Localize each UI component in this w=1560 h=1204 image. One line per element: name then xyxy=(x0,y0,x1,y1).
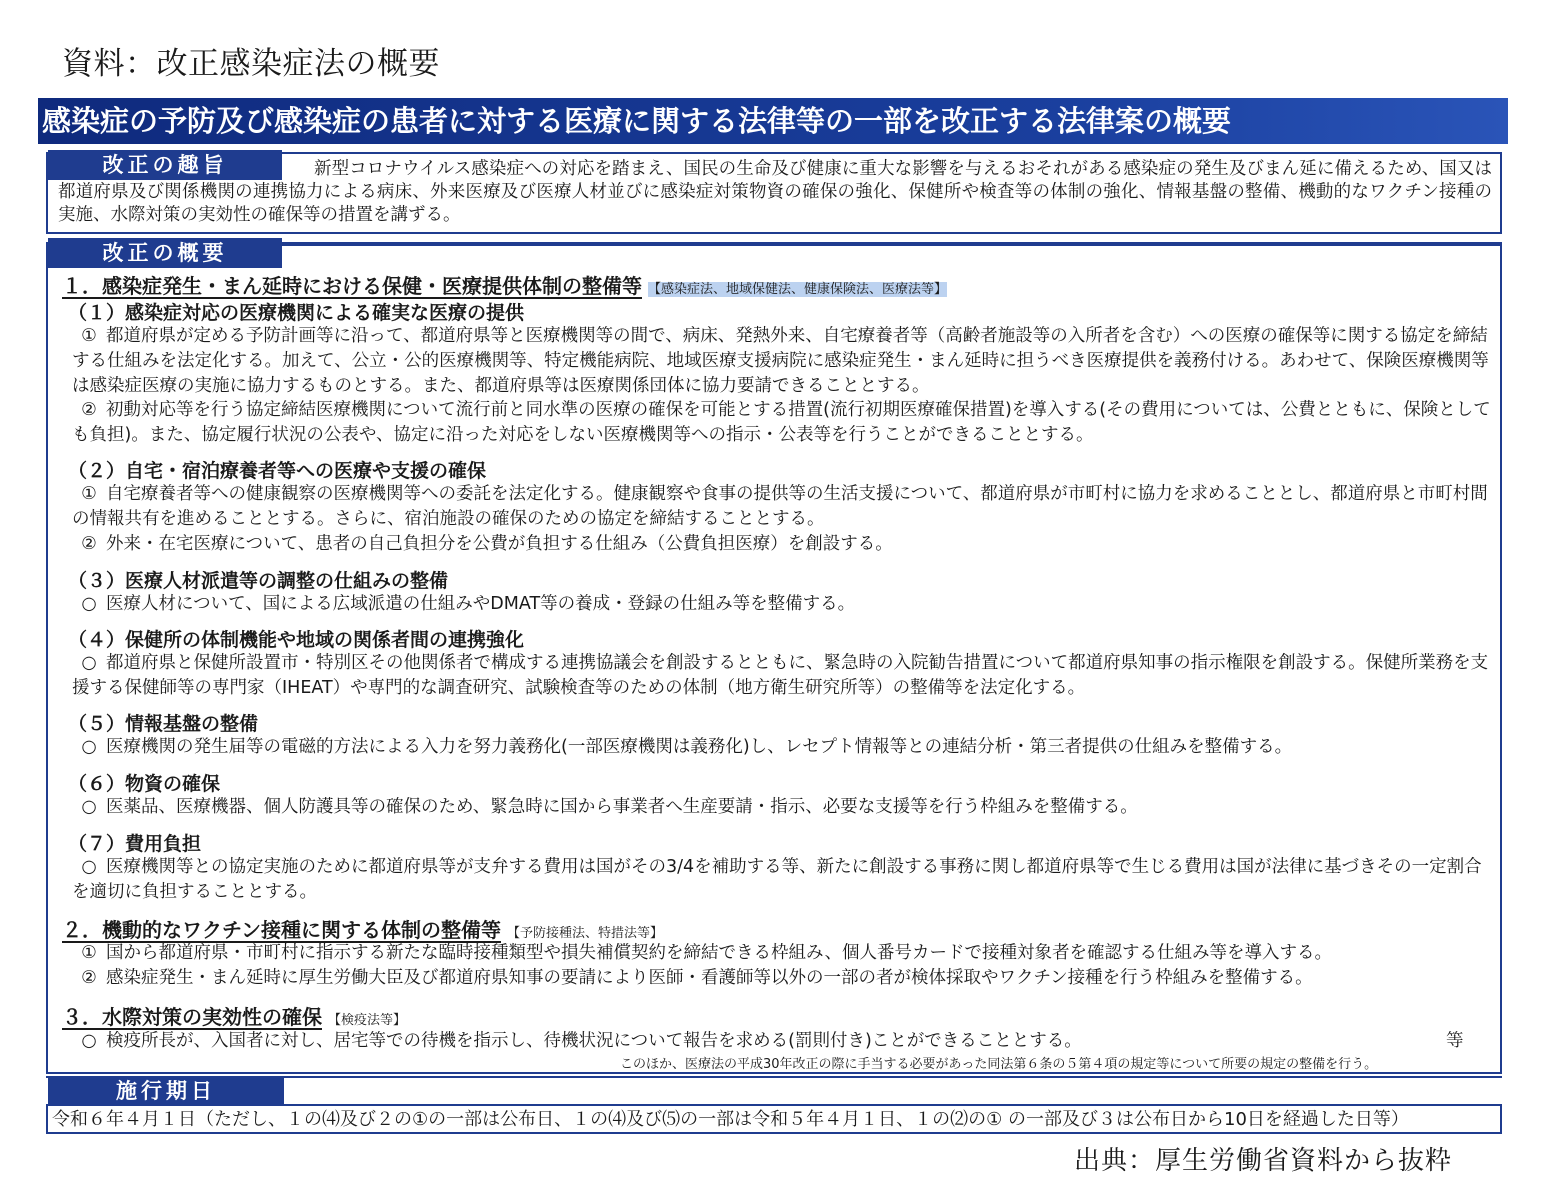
overview-tag-line xyxy=(282,244,1502,246)
item-text: 検疫所長が、入国者に対し、居宅等での待機を指示し、待機状況について報告を求める(罰則付き)ことができることとする。 xyxy=(106,1031,1082,1051)
item-marker: ○ xyxy=(81,1031,97,1051)
purpose-text: 新型コロナウイルス感染症への対応を踏まえ、国民の生命及び健康に重大な影響を与えるおそれがある感染症の発生及びまん延に備えるため、国又は都道府県及び関係機関の連携協力による病床、外来医療及び医療人材並びに感染症対策物資の確保の強化、保健所や検査等の体制の強化、情報基盤の整備、機動的なワクチン接種の実施、水際対策の実効性の確保等の措置を講ずる。 xyxy=(58,159,1492,225)
section-1-heading xyxy=(62,270,947,299)
section-2-title: ２．機動的なワクチン接種に関する体制の整備等 xyxy=(62,918,501,942)
item-text: 都道府県が定める予防計画等に沿って、都道府県等と医療機関等の間で、病床、発熱外来、自宅療養者等（高齢者施設等の入所者を含む）への医療の確保等に関する協定を締結する仕組みを法定化する。加えて、公立・公的医療機関等、特定機能病院、地域医療支援病院に感染症発生・まん延時に担うべき医療提供を義務付ける。あわせて、保険医療機関等は感染症医療の実施に協力するものとする。また、都道府県等は医療関係団体に協力要請できることとする。 xyxy=(72,326,1489,396)
item-text: 自宅療養者等への健康観察の医療機関等への委託を法定化する。健康観察や食事の提供等の生活支援について、都道府県が市町村に協力を求めることとし、都道府県と市町村間の情報共有を進めることとする。さらに、宿泊施設の確保のための協定を締結することとする。 xyxy=(72,484,1488,529)
page-title: 感染症の予防及び感染症の患者に対する医療に関する法律等の一部を改正する法律案の概要 xyxy=(38,98,1508,144)
list-item xyxy=(72,1029,1372,1054)
effective-date-tag: 施行期日 xyxy=(48,1076,284,1106)
effective-date-text: 令和６年４月１日（ただし、１の⑷及び２の①の一部は公布日、１の⑷及び⑸の一部は令和５年４月１日、１の⑵の① の一部及び３は公布日から10日を経過した日等） xyxy=(52,1109,1409,1130)
subsection-1-2-title: （２）自宅・宿泊療養者等への医療や支援の確保 xyxy=(68,460,487,482)
etc-mark: 等 xyxy=(1446,1031,1464,1051)
item-text: 国から都道府県・市町村に指示する新たな臨時接種類型や損失補償契約を締結できる枠組み、個人番号カードで接種対象者を確認する仕組み等を導入する。 xyxy=(106,943,1333,963)
item-marker: ○ xyxy=(81,653,97,673)
purpose-tag: 改正の趣旨 xyxy=(48,150,282,180)
list-item xyxy=(72,532,1496,557)
item-marker: ① xyxy=(81,484,97,504)
item-marker: ② xyxy=(81,534,97,554)
item-marker: ○ xyxy=(81,594,97,614)
item-text: 医療機関等との協定実施のために都道府県等が支弁する費用は国がその3/4を補助する等、新たに創設する事務に関し都道府県等で生じる費用は国が法律に基づきその一定割合を適切に負担することとする。 xyxy=(72,857,1482,902)
item-text: 感染症発生・まん延時に厚生労働大臣及び都道府県知事の要請により医師・看護師等以外の一部の者が検体採取やワクチン接種を行う枠組みを整備する。 xyxy=(106,968,1313,988)
list-item xyxy=(72,482,1496,532)
overview-tag: 改正の概要 xyxy=(48,238,282,268)
section-2-laws: 【予防接種法、特措法等】 xyxy=(507,926,664,941)
list-item xyxy=(72,324,1496,399)
list-item xyxy=(72,966,1496,991)
item-marker: ○ xyxy=(81,797,97,817)
section-3-heading xyxy=(62,1001,406,1030)
section-1-laws: 【感染症法、地域保健法、健康保険法、医療法等】 xyxy=(648,282,948,297)
item-marker: ② xyxy=(81,968,97,988)
section-1-title: １．感染症発生・まん延時における保健・医療提供体制の整備等 xyxy=(62,274,642,298)
list-item xyxy=(72,398,1496,448)
item-marker: ① xyxy=(81,943,97,963)
subsection-1-6-title: （６）物資の確保 xyxy=(68,773,221,795)
subsection-1-7-title: （７）費用負担 xyxy=(68,833,202,855)
item-marker: ② xyxy=(81,400,97,420)
section-3-title: ３．水際対策の実効性の確保 xyxy=(62,1005,322,1029)
list-item xyxy=(72,735,1496,760)
subsection-1-1-title: （１）感染症対応の医療機関による確実な医療の提供 xyxy=(68,302,525,324)
item-marker: ○ xyxy=(81,857,97,877)
item-text: 医療機関の発生届等の電磁的方法による入力を努力義務化(一部医療機関は義務化)し、レセプト情報等との連結分析・第三者提供の仕組みを整備する。 xyxy=(106,737,1293,757)
list-item xyxy=(72,651,1496,701)
source-credit: 出典：厚生労働省資料から抜粋 xyxy=(1074,1146,1453,1176)
list-item xyxy=(72,795,1496,820)
item-marker: ① xyxy=(81,326,97,346)
supplementary-note: このほか、医療法の平成30年改正の際に手当する必要があった同法第６条の５第４項の規定等について所要の規定の整備を行う。 xyxy=(620,1057,1378,1072)
list-item xyxy=(72,592,1496,617)
item-text: 都道府県と保健所設置市・特別区その他関係者で構成する連携協議会を創設するとともに、緊急時の入院勧告措置について都道府県知事の指示権限を創設する。保健所業務を支援する保健師等の専門家（IHEAT）や専門的な調査研究、試験検査等のための体制（地方衛生研究所等）の整備等を法定化する。 xyxy=(72,653,1489,698)
purpose-tag-line xyxy=(282,152,1502,154)
subsection-1-4-title: （４）保健所の体制機能や地域の関係者間の連携強化 xyxy=(68,629,525,651)
item-marker: ○ xyxy=(81,737,97,757)
item-text: 外来・在宅医療について、患者の自己負担分を公費が負担する仕組み（公費負担医療）を創設する。 xyxy=(106,534,893,554)
subsection-1-5-title: （５）情報基盤の整備 xyxy=(68,713,259,735)
list-item xyxy=(72,855,1496,905)
item-text: 初動対応等を行う協定締結医療機関について流行前と同水準の医療の確保を可能とする措置(流行初期医療確保措置)を導入する(その費用については、公費とともに、保険としても負担)。また、協定履行状況の公表や、協定に沿った対応をしない医療機関等への指示・公表等を行うことができることとする。 xyxy=(72,400,1491,445)
document-label: 資料：改正感染症法の概要 xyxy=(62,46,440,82)
section-2-heading xyxy=(62,914,663,943)
item-text: 医療人材について、国による広域派遣の仕組みやDMAT等の養成・登録の仕組み等を整備する。 xyxy=(106,594,856,614)
section-3-laws: 【検疫法等】 xyxy=(328,1013,407,1028)
item-text: 医薬品、医療機器、個人防護具等の確保のため、緊急時に国から事業者へ生産要請・指示、必要な支援等を行う枠組みを整備する。 xyxy=(106,797,1138,817)
subsection-1-3-title: （３）医療人材派遣等の調整の仕組みの整備 xyxy=(68,570,449,592)
list-item xyxy=(72,941,1496,966)
